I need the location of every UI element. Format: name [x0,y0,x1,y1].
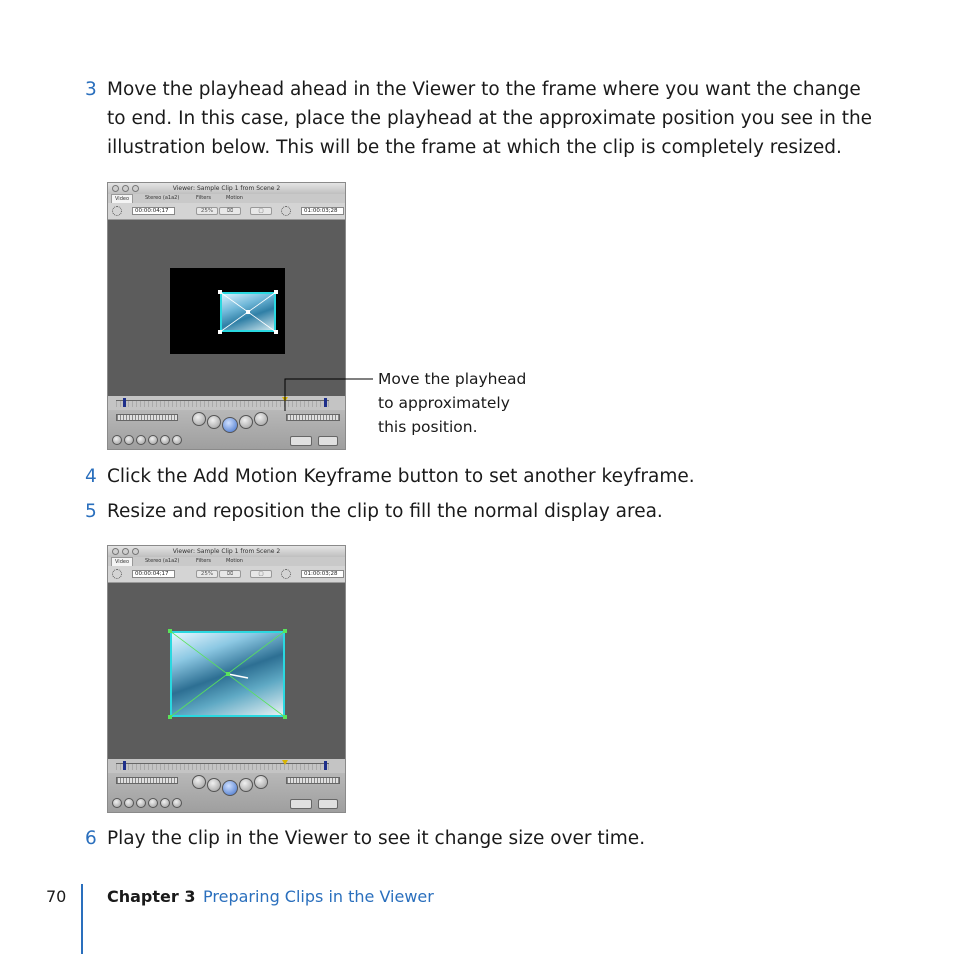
step-3 [85,75,873,162]
play-around-icon[interactable] [239,778,253,792]
zoom-popup[interactable]: 25% [196,207,218,215]
duration-field[interactable]: 00:00:04;17 [132,207,175,215]
tab-stereo[interactable]: Stereo (a1a2) [145,558,180,564]
viewer-title: Viewer: Sample Clip 1 from Scene 2 [172,548,281,555]
next-edit-icon[interactable] [254,775,268,789]
zoom-popup[interactable]: 25% [196,570,218,578]
viewer-controls [108,203,345,220]
previous-edit-icon[interactable] [192,412,206,426]
mark-out-icon[interactable] [172,798,182,808]
previous-edit-icon[interactable] [192,775,206,789]
tab-motion[interactable]: Motion [226,195,243,201]
in-point-marker[interactable] [123,761,126,770]
step-5 [85,497,663,526]
step-text: Click the Add Motion Keyframe button to set another keyframe. [107,466,695,487]
step-4 [85,462,695,491]
add-marker-icon[interactable] [148,435,158,445]
add-marker-icon[interactable] [148,798,158,808]
viewer-canvas [108,583,345,759]
callout-line: to approximately [378,394,510,412]
generator-icon[interactable] [318,436,338,446]
match-frame-icon[interactable] [112,798,122,808]
tab-filters[interactable]: Filters [196,558,211,564]
play-in-to-out-icon[interactable] [207,415,221,429]
mark-clip-icon[interactable] [124,435,134,445]
view-popup-icon[interactable]: ⌧ [219,570,241,578]
play-around-icon[interactable] [239,415,253,429]
overlay-popup-icon[interactable]: ▢ [250,570,272,578]
mark-in-icon[interactable] [160,435,170,445]
step-text: Resize and reposition the clip to fill the normal display area. [107,501,663,522]
recent-clips-icon[interactable] [290,799,312,809]
step-number: 4 [85,466,97,487]
step-text: Move the playhead ahead in the Viewer to the frame where you want the change [107,79,861,100]
callout-text [378,367,526,439]
scrubber-bar[interactable] [108,759,345,773]
recent-clips-icon[interactable] [290,436,312,446]
mark-clip-icon[interactable] [124,798,134,808]
timecode-field[interactable]: 01:00:03;28 [301,207,344,215]
wireframe-overlay [108,583,346,759]
step-number: 6 [85,828,97,849]
timecode-field[interactable]: 01:00:03;28 [301,570,344,578]
tab-video[interactable]: Video [111,557,133,566]
chapter-title-link[interactable]: Preparing Clips in the Viewer [203,887,434,906]
tab-motion[interactable]: Motion [226,558,243,564]
viewer-controls [108,566,345,583]
shuttle-slider[interactable] [116,777,178,784]
step-number: 3 [85,79,97,100]
duration-field[interactable]: 00:00:04;17 [132,570,175,578]
jog-dial-icon[interactable] [281,569,291,579]
transport-controls [108,773,345,813]
jog-dial-icon[interactable] [281,206,291,216]
view-popup-icon[interactable]: ⌧ [219,207,241,215]
in-point-marker[interactable] [123,398,126,407]
callout-line: Move the playhead [378,370,527,388]
playhead-marker[interactable] [282,760,288,765]
mark-in-icon[interactable] [160,798,170,808]
add-keyframe-icon[interactable] [136,435,146,445]
footer-divider [81,884,83,954]
viewer-tabs [108,194,345,203]
step-text: illustration below. This will be the frame at which the clip is completely resized. [107,137,842,158]
generator-icon[interactable] [318,799,338,809]
viewer-title: Viewer: Sample Clip 1 from Scene 2 [172,185,281,192]
scrubber-track[interactable] [116,763,329,770]
play-in-to-out-icon[interactable] [207,778,221,792]
mark-out-icon[interactable] [172,435,182,445]
tab-filters[interactable]: Filters [196,195,211,201]
viewer-window [107,545,346,813]
step-text: to end. In this case, place the playhead at the approximate position you see in the [107,108,873,129]
shuttle-slider[interactable] [116,414,178,421]
play-icon[interactable] [222,780,238,796]
tab-video[interactable]: Video [111,194,133,203]
next-edit-icon[interactable] [254,412,268,426]
shuttle-dial-icon[interactable] [112,569,122,579]
step-6 [85,824,646,853]
chapter-label: Chapter 3 [107,887,196,906]
page-number: 70 [46,887,67,906]
step-text: Play the clip in the Viewer to see it change size over time. [107,828,646,849]
overlay-popup-icon[interactable]: ▢ [250,207,272,215]
callout-line: this position. [378,418,478,436]
match-frame-icon[interactable] [112,435,122,445]
shuttle-dial-icon[interactable] [112,206,122,216]
step-number: 5 [85,501,97,522]
jog-wheel[interactable] [286,777,340,784]
viewer-tabs [108,557,345,566]
tab-stereo[interactable]: Stereo (a1a2) [145,195,180,201]
out-point-marker[interactable] [324,761,327,770]
add-keyframe-icon[interactable] [136,798,146,808]
play-icon[interactable] [222,417,238,433]
